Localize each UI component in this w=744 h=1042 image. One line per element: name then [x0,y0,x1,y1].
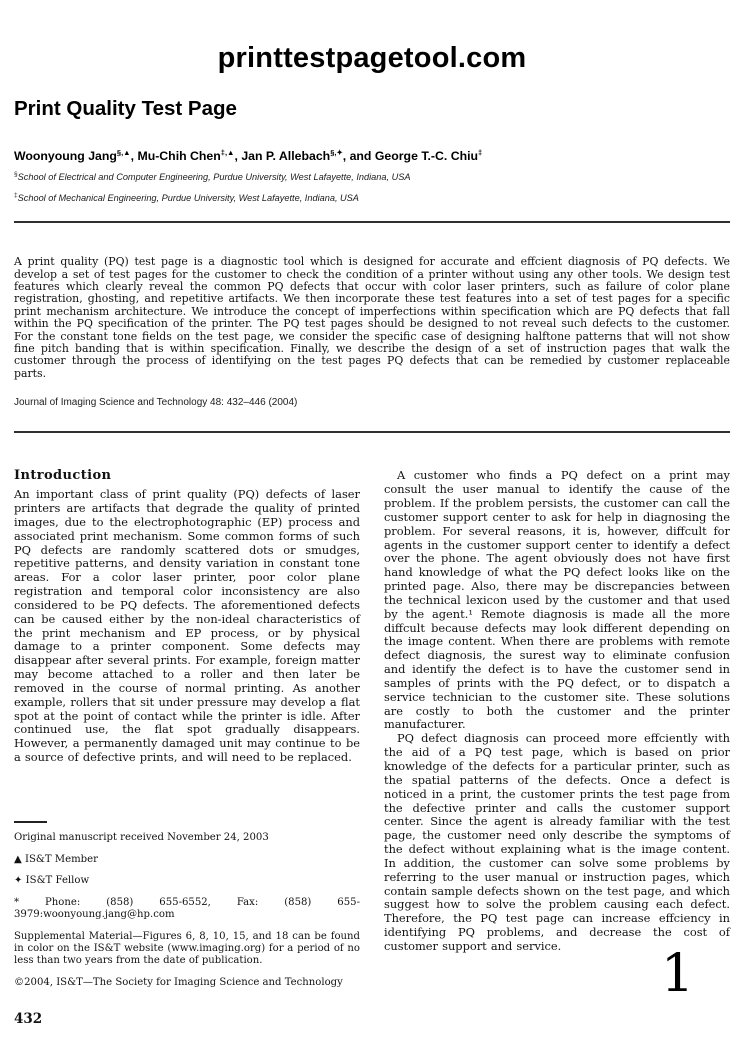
affiliation-mark: ‡ [14,192,18,200]
body-paragraph: A customer who finds a PQ defect on a print may consult the user manual to identify the cause of the problem. If the problem persists, the customer can call the customer support center to ask for help in diagnosing the problem. For several reasons, it is, however, diffcult for agents in the customer support center to identify a defect over the phone. The agent obviously does not have first hand knowledge of what the PQ defect looks like on the printed page. Also, there may be discrepancies between the technical lexicon used by the customer and that used by the agent.¹ Remote diagnosis is made all the more diffcult because defects may look different depending on the image content. When there are problems with remote defect diagnosis, the surest way to eliminate confusion and identify the defect is to have the customer send in samples of prints with the PQ defect, or to dispatch a service technician to the customer site. These solutions are costly to both the customer and the printer manufacturer. [384,468,730,732]
footnote-supplemental-material: Supplemental Material—Figures 6, 8, 10, 15, and 18 can be found in color on the IS&T website (www.imaging.org) for a period of no less than two years from the date of publication. [14,931,360,967]
author-marks: ‡,▲ [220,148,235,157]
affiliation-mark: § [14,171,18,179]
two-column-body [14,469,730,1027]
page-number: 432 [14,1011,43,1028]
footnote-block [14,821,360,989]
header-divider [14,221,730,223]
site-title: printtestpagetool.com [217,42,527,74]
overlay-page-number: 1 [661,944,695,1004]
author-marks: ‡ [478,148,483,157]
paper-page [0,42,744,1042]
journal-citation: Journal of Imaging Science and Technology 48: 432–446 (2004) [14,397,298,409]
footnote-ist-member: ▲ IS&T Member [14,853,98,865]
footnote-divider [14,821,47,823]
author: Jan P. Allebach§,✦, and [241,148,375,164]
footnote-copyright: ©2004, IS&T—The Society for Imaging Science and Technology [14,977,343,989]
abstract-text: A print quality (PQ) test page is a diagnostic tool which is designed for accurate and effcient diagnosis of PQ defects. We develop a set of test pages for the customer to check the condition of a printer without using any other tools. We design test features which clearly reveal the common PQ defects that occur with color laser printers, such as failure of color plane registration, ghosting, and repetitive artifacts. We then incorporate these test features into a set of test pages for a specific print mechanism architecture. We introduce the concept of imperfections within specification which are PQ defects that fall within the PQ specification of the printer. The PQ test pages should be designed to not reveal such defects to the customer. For the constant tone fields on the test page, we consider the specific case of designing halftone patterns that will not show fine pitch banding that is within specification. Finally, we describe the design of a set of instruction pages that walk the customer through the process of identifying on the test pages PQ defects that can be remedied by customer replaceable parts. [14,255,730,380]
author: Woonyoung Jang§,▲, [14,148,138,164]
abstract-divider [14,431,730,433]
author: Mu-Chih Chen‡,▲, [137,148,242,164]
author: George T.-C. Chiu‡ [374,148,483,164]
left-column [14,469,360,1027]
introduction-heading: Introduction [14,468,112,484]
footnote-ist-fellow: ✦ IS&T Fellow [14,875,90,887]
body-paragraph: PQ defect diagnosis can proceed more effciently with the aid of a PQ test page, which is based on prior knowledge of the defects for a particular printer, such as the spatial patterns of the defects. Once a defect is noticed in a print, the customer prints the test page from the defective printer and calls the customer support center. Since the agent is already familiar with the test page, the customer need only describe the symptoms of the defect without explaining what is the image content. In addition, the customer can solve some problems by referring to the user manual or instruction pages, which contain sample defects shown on the test page, and which suggest how to solve the problem causing each defect. Therefore, the PQ test page can increase effciency in identifying PQ problems, and decrease the cost of customer support and service. [384,731,730,953]
author-line [14,146,730,163]
footnote-manuscript-received: Original manuscript received November 24, 2003 [14,832,269,843]
author-marks: §,✦ [330,148,343,157]
author-marks: §,▲ [116,148,131,157]
affiliation-electrical: §School of Electrical and Computer Engineering, Purdue University, West Lafayette, Indiana, USA [14,171,411,183]
article-title: Print Quality Test Page [14,97,237,120]
footnote-contact: * Phone: (858) 655-6552, Fax: (858) 655-3979:woonyoung.jang@hp.com [14,897,360,921]
affiliation-mechanical: ‡School of Mechanical Engineering, Purdue University, West Lafayette, Indiana, USA [14,192,359,204]
introduction-paragraph: An important class of print quality (PQ) defects of laser printers are artifacts that degrade the quality of printed images, due to the electrophotographic (EP) process and associated print mechanism. Some common forms of such PQ defects are randomly scattered dots or smudges, repetitive patterns, and density variation in constant tone areas. For a color laser printer, poor color plane registration and temporal color inconsistency are also considered to be PQ defects. The aforementioned defects can be caused either by the non-ideal characteristics of the print mechanism and EP process, or by physical damage to a printer component. Some defects may disappear after several prints. For example, foreign matter may become attached to a roller and then later be removed in the course of normal printing. As another example, rollers that sit under pressure may develop a flat spot at the point of contact while the printer is idle. After continued use, the flat spot gradually disappears. However, a permanently damaged unit may continue to be a source of defective prints, and will need to be replaced. [14,487,360,765]
